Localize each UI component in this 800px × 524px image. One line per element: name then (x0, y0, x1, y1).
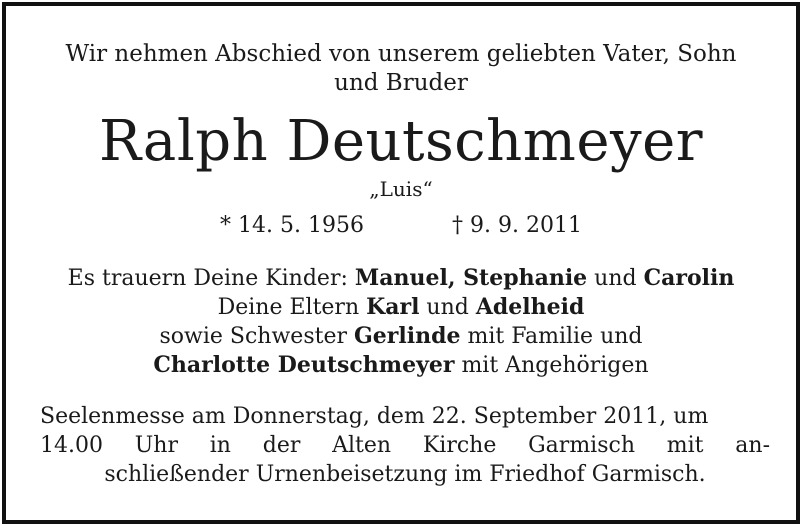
parent-name: Karl (366, 294, 420, 320)
text: sowie Schwester (159, 324, 354, 349)
obituary-notice (2, 2, 800, 524)
relative-name: Charlotte Deutschmeyer (153, 352, 455, 378)
word: Alten (332, 433, 392, 458)
funeral-mass-info (40, 402, 770, 489)
word: an- (735, 433, 770, 458)
word: der (262, 433, 301, 458)
mourners-line-children (6, 264, 796, 293)
mass-line-2 (40, 431, 770, 460)
parent-name: Adelheid (475, 294, 585, 320)
mourners-line-sister (6, 322, 796, 351)
word: Uhr (134, 433, 178, 458)
mourners-line-relatives (6, 351, 796, 380)
text: und (587, 266, 644, 291)
text: Es trauern Deine Kinder: (67, 266, 355, 291)
text: Deine Eltern (217, 295, 367, 320)
nickname: „Luis“ (369, 177, 433, 201)
deceased-name: Ralph Deutschmeyer (98, 109, 704, 174)
birth-date: * 14. 5. 1956 (220, 213, 364, 238)
intro-line-2: und Bruder (334, 70, 468, 96)
text: und (419, 295, 476, 320)
word: Kirche (422, 433, 497, 458)
death-date: † 9. 9. 2011 (452, 213, 582, 238)
children-names: Manuel, Stephanie (354, 265, 588, 291)
child-name: Carolin (643, 265, 735, 291)
text: mit Angehörigen (454, 353, 649, 378)
mass-line-1: Seelenmesse am Donnerstag, dem 22. September 2011, um (40, 404, 709, 429)
mourners-line-parents (6, 293, 796, 322)
sister-name: Gerlinde (354, 323, 461, 349)
word: 14.00 (40, 433, 103, 458)
word: Garmisch (528, 433, 635, 458)
intro-line-1: Wir nehmen Abschied von unserem geliebten Vater, Sohn (65, 41, 737, 67)
word: in (209, 433, 231, 458)
mass-line-3: schließender Urnenbeisetzung im Friedhof Garmisch. (104, 462, 706, 487)
mourners-list (6, 264, 796, 380)
intro-text (6, 40, 796, 98)
text: mit Familie und (460, 324, 643, 349)
word: mit (666, 433, 704, 458)
